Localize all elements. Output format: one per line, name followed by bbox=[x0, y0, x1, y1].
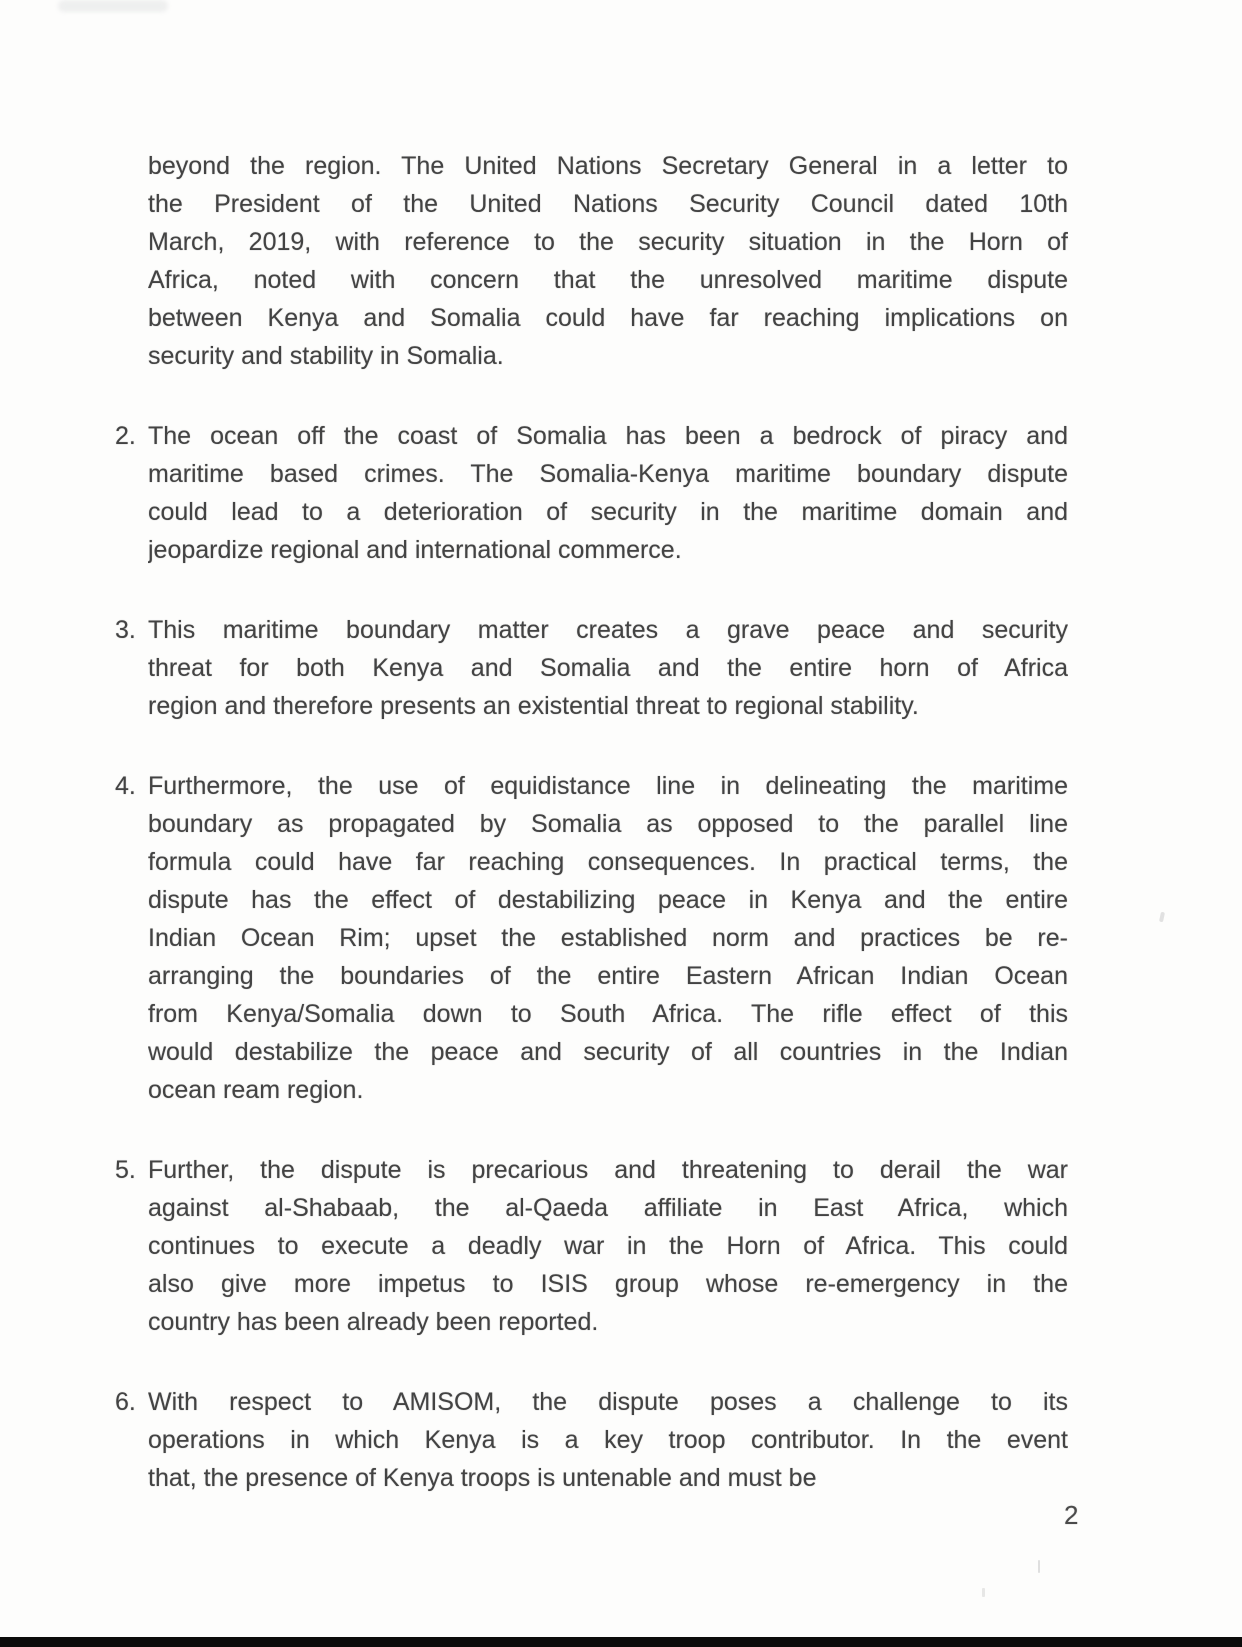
paragraph bbox=[115, 417, 1068, 569]
text-line: also give more impetus to ISIS group whose re-emergency in the bbox=[148, 1270, 1068, 1298]
text-line: March, 2019, with reference to the security situation in the Horn of bbox=[148, 228, 1068, 256]
scan-artifact bbox=[1159, 912, 1165, 923]
scan-artifact bbox=[982, 1588, 985, 1597]
text-line: Furthermore, the use of equidistance line in delineating the maritime bbox=[148, 772, 1068, 800]
text-line: jeopardize regional and international commerce. bbox=[148, 536, 682, 564]
paragraph bbox=[115, 1151, 1068, 1341]
text-line: ocean ream region. bbox=[148, 1076, 364, 1104]
text-line: This maritime boundary matter creates a grave peace and security bbox=[148, 616, 1068, 644]
text-line: Further, the dispute is precarious and threatening to derail the war bbox=[148, 1156, 1068, 1184]
paragraph-number: 4. bbox=[115, 772, 136, 800]
text-line: continues to execute a deadly war in the Horn of Africa. This could bbox=[148, 1232, 1068, 1260]
text-line: would destabilize the peace and security of all countries in the Indian bbox=[148, 1038, 1068, 1066]
scan-edge-bar bbox=[0, 1637, 1242, 1647]
scan-artifact bbox=[1038, 1560, 1040, 1573]
text-line: maritime based crimes. The Somalia-Kenya maritime boundary dispute bbox=[148, 460, 1068, 488]
text-line: against al-Shabaab, the al-Qaeda affiliate in East Africa, which bbox=[148, 1194, 1068, 1222]
text-line: region and therefore presents an existential threat to regional stability. bbox=[148, 692, 919, 720]
text-line: the President of the United Nations Security Council dated 10th bbox=[148, 190, 1068, 218]
paragraph-number: 5. bbox=[115, 1156, 136, 1184]
text-line: from Kenya/Somalia down to South Africa. The rifle effect of this bbox=[148, 1000, 1068, 1028]
paragraph bbox=[148, 147, 1068, 375]
text-line: Indian Ocean Rim; upset the established norm and practices be re- bbox=[148, 924, 1068, 952]
document-body bbox=[115, 147, 1068, 1497]
text-line: arranging the boundaries of the entire Eastern African Indian Ocean bbox=[148, 962, 1068, 990]
text-line: beyond the region. The United Nations Secretary General in a letter to bbox=[148, 152, 1068, 180]
text-line: With respect to AMISOM, the dispute poses a challenge to its bbox=[148, 1388, 1068, 1416]
text-line: threat for both Kenya and Somalia and the entire horn of Africa bbox=[148, 654, 1068, 682]
text-line: security and stability in Somalia. bbox=[148, 342, 504, 370]
text-line: that, the presence of Kenya troops is untenable and must be bbox=[148, 1464, 817, 1492]
text-line: boundary as propagated by Somalia as opposed to the parallel line bbox=[148, 810, 1068, 838]
paragraph-number: 6. bbox=[115, 1388, 136, 1416]
scan-artifact bbox=[58, 0, 168, 12]
text-line: formula could have far reaching consequences. In practical terms, the bbox=[148, 848, 1068, 876]
paragraph-number: 3. bbox=[115, 616, 136, 644]
text-line: operations in which Kenya is a key troop contributor. In the event bbox=[148, 1426, 1068, 1454]
paragraph-number: 2. bbox=[115, 422, 136, 450]
paragraph bbox=[115, 1383, 1068, 1497]
text-line: Africa, noted with concern that the unresolved maritime dispute bbox=[148, 266, 1068, 294]
text-line: between Kenya and Somalia could have far reaching implications on bbox=[148, 304, 1068, 332]
text-line: country has been already been reported. bbox=[148, 1308, 599, 1336]
text-line: could lead to a deterioration of security in the maritime domain and bbox=[148, 498, 1068, 526]
text-line: The ocean off the coast of Somalia has been a bedrock of piracy and bbox=[148, 422, 1068, 450]
paragraph bbox=[115, 611, 1068, 725]
paragraph bbox=[115, 767, 1068, 1109]
text-line: dispute has the effect of destabilizing peace in Kenya and the entire bbox=[148, 886, 1068, 914]
page-number: 2 bbox=[1064, 1500, 1079, 1530]
